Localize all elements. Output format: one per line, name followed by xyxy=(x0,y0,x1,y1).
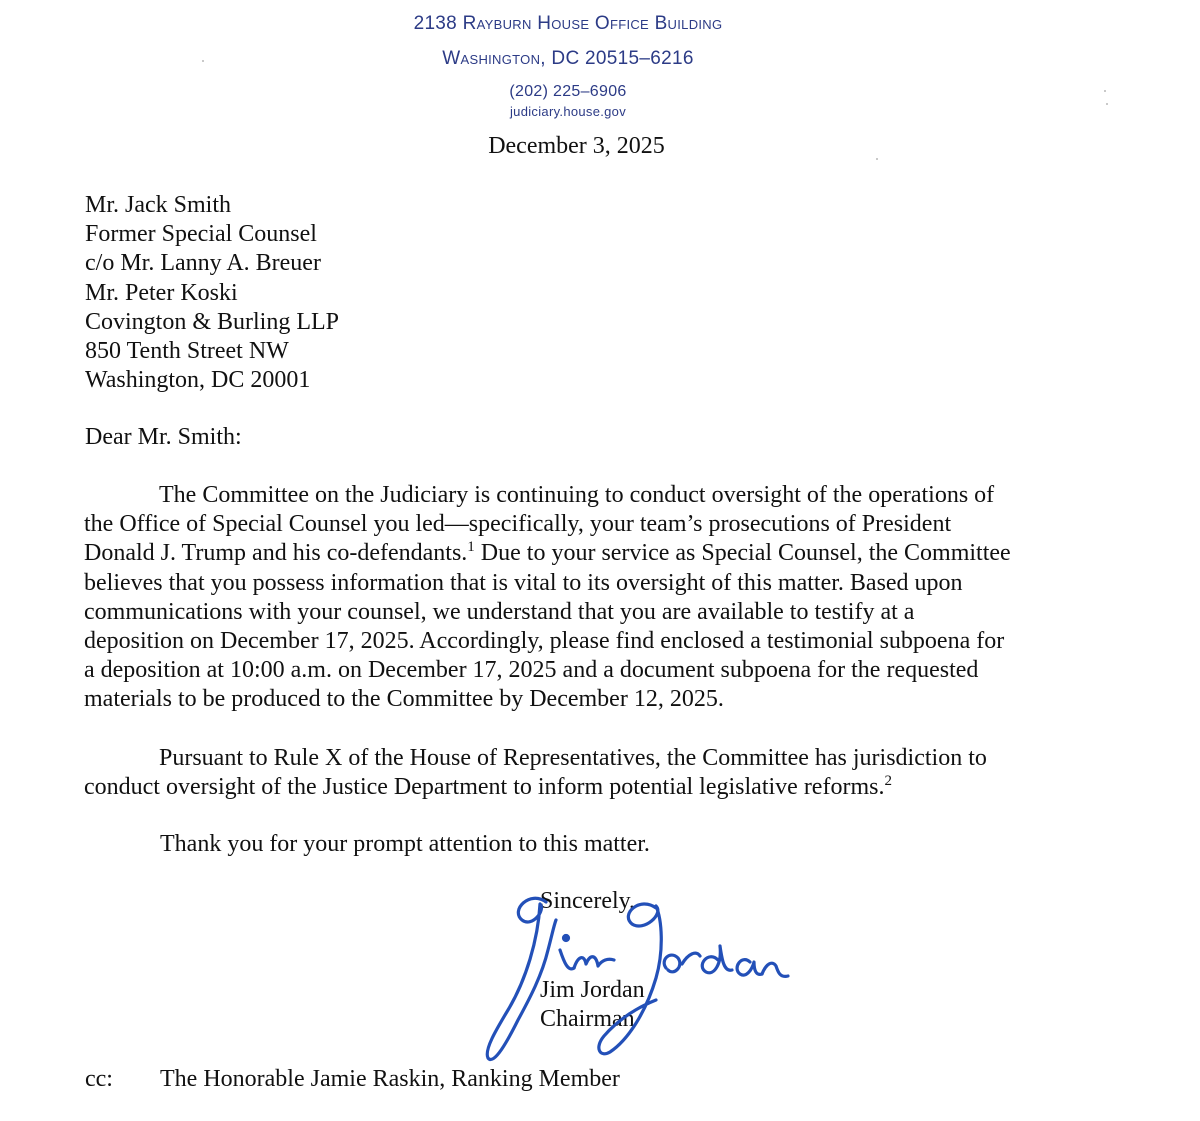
scan-speck xyxy=(202,60,204,62)
cc-recipient: The Honorable Jamie Raskin, Ranking Member xyxy=(160,1066,620,1092)
paragraph-line xyxy=(84,773,1084,802)
letterhead-address-line1: 2138 Rayburn House Office Building xyxy=(413,13,723,34)
salutation: Dear Mr. Smith: xyxy=(85,424,242,450)
signer-name: Jim Jordan xyxy=(540,977,645,1003)
recipient-line: c/o Mr. Lanny A. Breuer xyxy=(85,250,321,277)
recipient-line: Former Special Counsel xyxy=(85,221,317,248)
body-paragraph-1 xyxy=(84,481,1084,715)
scan-speck xyxy=(1104,90,1106,92)
recipient-line: Mr. Jack Smith xyxy=(85,192,232,218)
letterhead-website: judiciary.house.gov xyxy=(509,104,627,119)
paragraph-line: the Office of Special Counsel you led—specifically, your team’s prosecutions of President xyxy=(84,511,952,538)
paragraph-line: believes that you possess information that is vital to its oversight of this matter. Based upon xyxy=(84,569,963,596)
letterhead-phone: (202) 225–6906 xyxy=(509,83,627,100)
paragraph-line: materials to be produced to the Committee by December 12, 2025. xyxy=(84,686,724,713)
paragraph-line xyxy=(84,539,1084,568)
recipient-line: Mr. Peter Koski xyxy=(85,279,238,306)
valediction: Sincerely, xyxy=(540,888,636,914)
paragraph-line: a deposition at 10:00 a.m. on December 17, 2025 and a document subpoena for the requested xyxy=(84,657,979,684)
paragraph-line-part: Donald J. Trump and his co-defendants. xyxy=(84,540,468,567)
handwritten-signature xyxy=(460,880,800,1080)
paragraph-line: communications with your counsel, we understand that you are available to testify at a xyxy=(84,598,915,625)
letterhead-address-line2: Washington, DC 20515–6216 xyxy=(442,48,694,69)
paragraph-line: The Committee on the Judiciary is continuing to conduct oversight of the operations of xyxy=(159,482,995,508)
paragraph-line: deposition on December 17, 2025. Accordingly, please find enclosed a testimonial subpoena for xyxy=(84,628,1005,655)
recipient-line: Washington, DC 20001 xyxy=(85,367,311,394)
signer-title: Chairman xyxy=(540,1006,635,1032)
paragraph-line-part: Due to your service as Special Counsel, the Committee xyxy=(474,540,1011,567)
recipient-address xyxy=(85,191,339,395)
footnote-marker-2: 2 xyxy=(884,773,892,790)
paragraph-line: Pursuant to Rule X of the House of Representatives, the Committee has jurisdiction to xyxy=(159,745,987,771)
footnote-marker-1: 1 xyxy=(467,539,475,556)
recipient-line: Covington & Burling LLP xyxy=(85,308,340,335)
scan-speck xyxy=(1106,103,1108,105)
recipient-line: 850 Tenth Street NW xyxy=(85,338,289,365)
cc-label: cc: xyxy=(85,1066,113,1092)
scan-speck xyxy=(876,158,878,160)
letter-date: December 3, 2025 xyxy=(488,133,665,159)
paragraph-line-part: conduct oversight of the Justice Department to inform potential legislative reforms. xyxy=(84,774,885,801)
body-paragraph-2 xyxy=(84,744,1084,802)
closing-thanks: Thank you for your prompt attention to this matter. xyxy=(160,831,650,857)
